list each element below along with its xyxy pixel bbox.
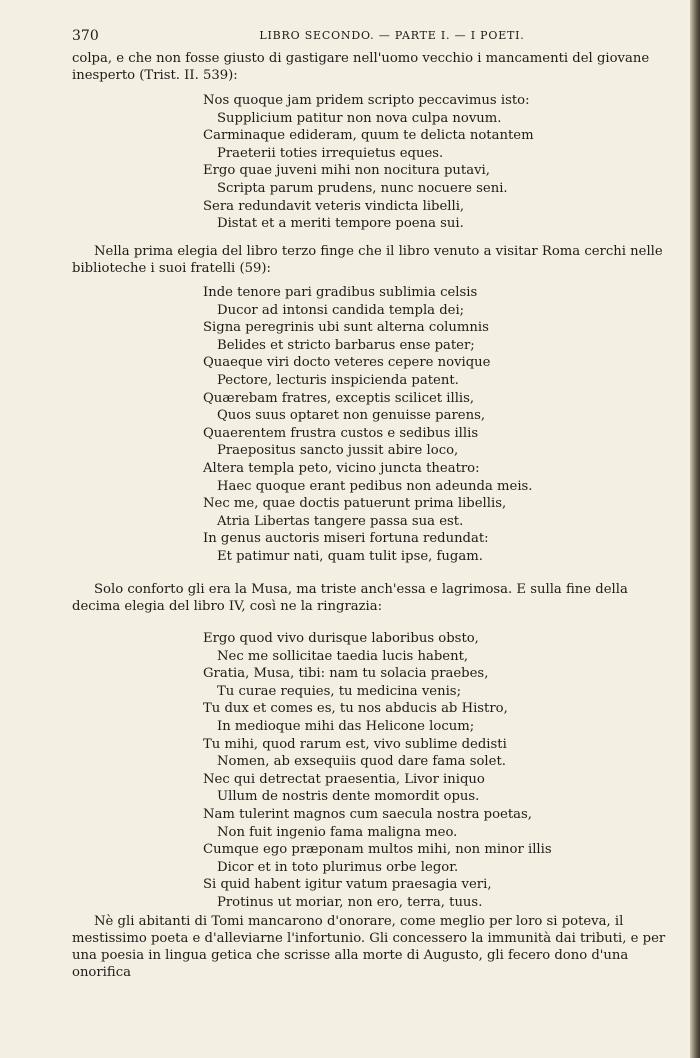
verse-line: Belides et stricto barbarus ense pater; (217, 337, 475, 353)
verse-line: Signa peregrinis ubi sunt alterna columnis (203, 320, 489, 336)
verse-line: Nos quoque jam pridem scripto peccavimus isto: (203, 93, 530, 108)
verse-line: Carminaque edideram, quum te delicta notantem (203, 128, 534, 144)
verse-line: Ergo quod vivo durisque laboribus obsto, (203, 631, 479, 646)
paragraph-tomi: Nè gli abitanti di Tomi mancarono d'onorare, come meglio per loro si poteva, il mestissimo poeta e d'alleviarne l'infortunio. Gli concessero la immunità dai tributi, e per una poesia in lingua getica che scrisse alla morte di Augusto, gli fecero dono d'una onorifica (72, 914, 666, 980)
paragraph-intro: colpa, e che non fosse giusto di gastigare nell'uomo vecchio i mancamenti del giovane inesperto (Trist. II. 539): (72, 51, 650, 83)
verse-line: Praeterii toties irrequietus eques. (217, 145, 444, 161)
page-edge-shadow (690, 0, 700, 1058)
verse-line: Scripta parum prudens, nunc nocuere seni. (217, 180, 508, 196)
verse-line: Tu curae requies, tu medicina venis; (217, 683, 462, 699)
verse-line: Si quid habent igitur vatum praesagia veri, (203, 877, 492, 893)
verse-line: Gratia, Musa, tibi: nam tu solacia praebes, (203, 666, 489, 682)
verse-line: Nec me sollicitae taedia lucis habent, (217, 648, 469, 664)
verse-block-libraries (203, 284, 533, 566)
verse-line: Supplicium patitur non nova culpa novum. (217, 110, 502, 126)
verse-line: Quos suus optaret non genuisse parens, (217, 408, 486, 424)
verse-line: Tu dux et comes es, tu nos abducis ab Histro, (203, 701, 508, 717)
verse-line: Dicor et in toto plurimus orbe legor. (217, 859, 459, 875)
verse-line: Nomen, ab exsequiis quod dare fama solet. (217, 754, 506, 770)
verse-line: Sera redundavit veteris vindicta libelli, (203, 198, 465, 214)
paragraph-muse: Solo conforto gli era la Musa, ma triste anch'essa e lagrimosa. E sulla fine della decima elegia del libro IV, così ne la ringrazia: (72, 582, 628, 614)
verse-line: Protinus ut moriar, non ero, terra, tuus. (217, 894, 483, 910)
verse-line: Cumque ego præponam multos mihi, non minor illis (203, 842, 552, 858)
verse-line: Nam tulerint magnos cum saecula nostra poetas, (203, 806, 532, 822)
verse-line: Nec me, quae doctis patuerunt prima libellis, (203, 496, 507, 512)
verse-line: Nec qui detrectat praesentia, Livor iniquo (203, 771, 485, 787)
verse-line: Pectore, lecturis inspicienda patent. (217, 372, 459, 388)
verse-line: Inde tenore pari gradibus sublimia celsis (203, 285, 478, 300)
verse-line: Distat et a meriti tempore poena sui. (217, 216, 464, 232)
verse-line: Ergo quae juveni mihi non nocitura putavi, (203, 163, 490, 179)
verse-line: Tu mihi, quod rarum est, vivo sublime dedisti (203, 736, 507, 752)
verse-line: Atria Libertas tangere passa sua est. (217, 513, 464, 529)
verse-line: Altera templa peto, vicino juncta theatro: (203, 460, 480, 476)
verse-line: Praepositus sancto jussit abire loco, (217, 443, 459, 459)
verse-line: Ducor ad intonsi candida templa dei; (217, 302, 465, 318)
verse-line: Ullum de nostris dente momordit opus. (217, 789, 480, 805)
verse-line: Non fuit ingenio fama maligna meo. (217, 824, 458, 840)
verse-line: Quaeque viri docto veteres cepere novique (203, 355, 491, 371)
verse-block-tristia (203, 92, 534, 233)
verse-block-muse (203, 630, 552, 912)
verse-line: In medioque mihi das Helicone locum; (217, 718, 475, 734)
verse-line: Quærebam fratres, exceptis scilicet illis, (203, 390, 475, 406)
verse-line: Quaerentem frustra custos e sedibus illis (203, 425, 479, 441)
verse-line: Haec quoque erant pedibus non adeunda meis. (217, 478, 533, 494)
verse-line: Et patimur nati, quam tulit ipse, fugam. (217, 548, 483, 564)
running-title: LIBRO SECONDO. — PARTE I. — I POETI. (259, 29, 525, 42)
page-number: 370 (72, 28, 99, 44)
page-header (72, 28, 672, 46)
verse-line: In genus auctoris miseri fortuna redundat: (203, 531, 489, 547)
paragraph-elegy-three: Nella prima elegia del libro terzo finge che il libro venuto a visitar Roma cerchi nelle biblioteche i suoi fratelli (59): (72, 244, 663, 276)
